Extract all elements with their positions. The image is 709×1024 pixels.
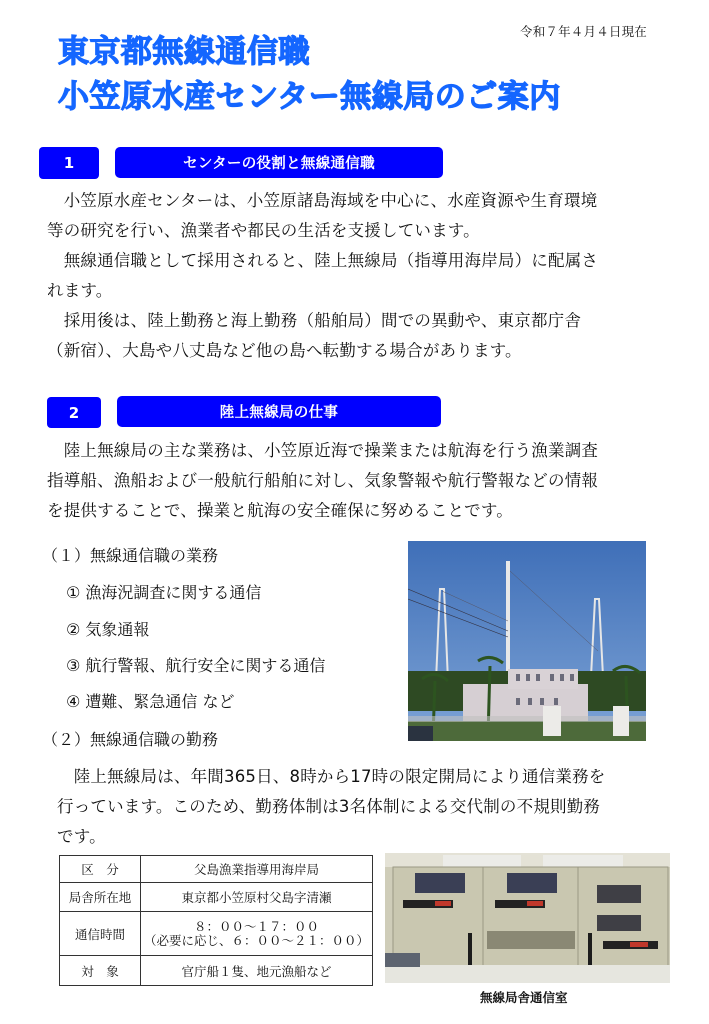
subsection2-body — [57, 762, 606, 852]
duty-item-1: ① 漁海況調査に関する通信 — [66, 583, 262, 602]
comm-room-caption: 無線局舎通信室 — [480, 990, 568, 1005]
section2-body — [47, 436, 598, 526]
subsection2-title: （２）無線通信職の勤務 — [42, 730, 219, 749]
section1-number-badge: 1 — [39, 147, 99, 179]
section1-heading: センターの役割と無線通信職 — [115, 147, 443, 178]
station-info-table — [59, 855, 373, 986]
table-key: 区 分 — [60, 856, 141, 883]
section1-line: 等の研究を行い、漁業者や都民の生活を支援しています。 — [47, 221, 480, 240]
table-value — [141, 912, 373, 956]
station-exterior-photo — [408, 541, 646, 741]
table-row — [60, 912, 373, 956]
table-row — [60, 856, 373, 883]
section1-line: れます。 — [47, 281, 113, 300]
table-row — [60, 956, 373, 986]
section1-line: 無線通信職として採用されると、陸上無線局（指導用海岸局）に配属さ — [47, 251, 599, 270]
table-value: 東京都小笠原村父島字清瀬 — [141, 883, 373, 912]
table-key: 局舎所在地 — [60, 883, 141, 912]
table-value-line: （必要に応じ、６：００～２１：００） — [143, 932, 369, 948]
table-key: 通信時間 — [60, 912, 141, 956]
table-value: 官庁船１隻、地元漁船など — [141, 956, 373, 986]
subsection2-line: です。 — [57, 827, 106, 846]
section1-line: 小笠原水産センターは、小笠原諸島海域を中心に、水産資源や生育環境 — [47, 191, 598, 210]
section2-line: 指導船、漁船および一般航行船舶に対し、気象警報や航行警報などの情報 — [47, 471, 599, 490]
subsection2-line: 陸上無線局は、年間365日、8時から17時の限定開局により通信業務を — [57, 767, 606, 786]
table-row — [60, 883, 373, 912]
duty-item-2: ② 気象通報 — [66, 620, 150, 639]
page-title-line1: 東京都無線通信職 — [58, 34, 310, 70]
section2-number-badge: 2 — [47, 397, 101, 428]
section2-line: を提供することで、操業と航海の安全確保に努めることです。 — [47, 501, 513, 520]
section1-body — [47, 186, 598, 366]
as-of-date: 令和７年４月４日現在 — [520, 24, 648, 39]
table-value: 父島漁業指導用海岸局 — [141, 856, 373, 883]
section2-line: 陸上無線局の主な業務は、小笠原近海で操業または航海を行う漁業調査 — [47, 441, 599, 460]
antenna-building-image — [408, 541, 646, 741]
section1-line: （新宿）、大島や八丈島など他の島へ転勤する場合があります。 — [47, 341, 522, 360]
section2-heading: 陸上無線局の仕事 — [117, 396, 441, 427]
subsection2-line: 行っています。このため、勤務体制は3名体制による交代制の不規則勤務 — [57, 797, 601, 816]
duty-item-4: ④ 遭難、緊急通信 など — [66, 692, 235, 711]
radio-equipment-image — [385, 853, 670, 983]
table-key: 対 象 — [60, 956, 141, 986]
comm-room-photo — [385, 853, 670, 983]
duty-item-3: ③ 航行警報、航行安全に関する通信 — [66, 656, 326, 675]
page-title-line2: 小笠原水産センター無線局のご案内 — [58, 79, 561, 115]
subsection1-title: （１）無線通信職の業務 — [42, 546, 219, 565]
section1-line: 採用後は、陸上勤務と海上勤務（船舶局）間での異動や、東京都庁舎 — [47, 311, 582, 330]
table-value-line: ８：００～１７：００ — [193, 918, 319, 934]
